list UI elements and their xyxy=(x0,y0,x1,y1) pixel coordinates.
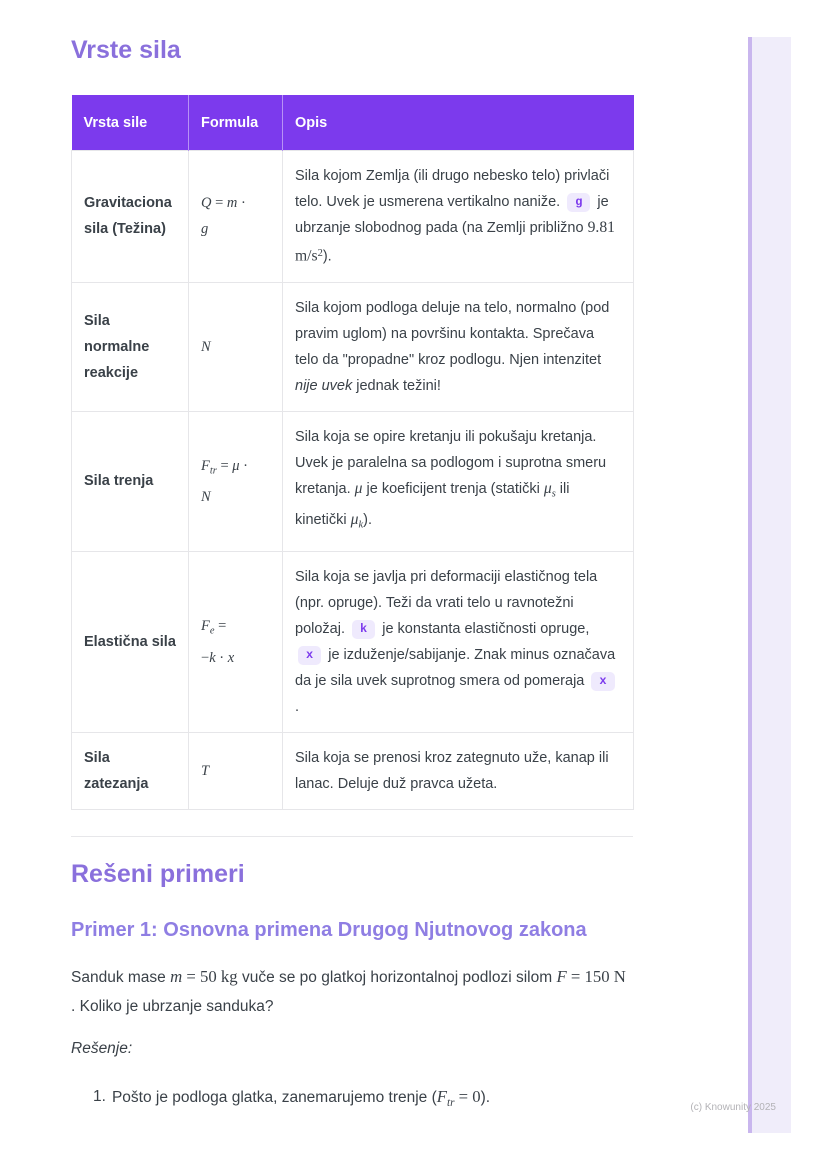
forces-table xyxy=(71,95,634,810)
description-cell xyxy=(283,151,634,283)
page-edge-line xyxy=(748,37,752,1133)
column-header-opis: Opis xyxy=(283,95,634,151)
text-segment: . xyxy=(295,698,300,715)
math-subscript: e xyxy=(209,625,215,637)
formula-cell xyxy=(189,411,283,551)
text-segment: ). xyxy=(322,248,332,265)
table-row-elasticna xyxy=(72,551,634,732)
text-segment: Sila kojom podloga deluje na telo, normalno (pod pravim uglom) na površinu kontakta. Sprečava telo da "propadne" kroz podlogu. Njen intenzitet xyxy=(295,299,610,368)
code-chip: g xyxy=(567,193,590,212)
math-variable: N xyxy=(201,489,211,506)
code-chip: x xyxy=(591,672,614,691)
math-subscript: s xyxy=(551,488,556,500)
text-segment: je ubrzanje slobodnog pada (na Zemlji približno xyxy=(295,194,609,236)
math-variable: k xyxy=(209,649,216,666)
math-variable: g xyxy=(201,221,209,238)
text-segment: Sila koja se javlja pri deformaciji elastičnog tela (npr. opruge). Teži da vrati telo u ravnotežni položaj. xyxy=(295,568,598,637)
math-segment: = 0 xyxy=(454,1086,481,1106)
text-segment: Sila koja se opire kretanju ili pokušaju kretanja. Uvek je paralelna sa podlogom i suprotna smeru kretanja. xyxy=(295,428,607,497)
code-chip: k xyxy=(352,620,375,639)
math-variable: N xyxy=(201,338,211,355)
text-segment: ). xyxy=(480,1088,491,1106)
math-segment: · xyxy=(239,457,249,474)
force-name-cell: Sila trenja xyxy=(72,411,189,551)
math-variable: m xyxy=(170,966,183,986)
table-row-trenje xyxy=(72,411,634,551)
table-row-normalna xyxy=(72,282,634,411)
math-segment: · xyxy=(215,649,228,666)
code-chip: x xyxy=(298,646,321,665)
math-segment: − xyxy=(201,649,210,666)
section-heading: Rešeni primeri xyxy=(71,859,245,888)
math-segment: · xyxy=(237,195,246,212)
formula-cell xyxy=(189,282,283,411)
text-segment: . Koliko je ubrzanje sanduka? xyxy=(71,997,274,1015)
math-segment: = 150 N xyxy=(566,966,626,986)
column-header-formula: Formula xyxy=(189,95,283,151)
math-subscript: tr xyxy=(447,1096,455,1109)
page-edge-panel xyxy=(752,37,791,1133)
table-row-zatezanje xyxy=(72,732,634,809)
math-variable: μ xyxy=(350,511,359,529)
description-cell xyxy=(283,551,634,732)
math-segment: = xyxy=(216,457,233,474)
formula-cell xyxy=(189,732,283,809)
force-name-cell: Elastična sila xyxy=(72,551,189,732)
example-heading: Primer 1: Osnovna primena Drugog Njutnovog zakona xyxy=(71,918,587,941)
description-cell xyxy=(283,411,634,551)
solution-label: Rešenje: xyxy=(71,1039,133,1057)
force-name-cell: Sila normalne reakcije xyxy=(72,282,189,411)
section-divider xyxy=(71,836,633,837)
problem-text xyxy=(71,962,633,1021)
text-segment: ). xyxy=(363,512,372,529)
math-variable: μ xyxy=(543,479,552,497)
text-segment: je koeficijent trenja (statički xyxy=(362,480,544,497)
text-segment: Sanduk mase xyxy=(71,968,171,986)
math-variable: m xyxy=(226,195,238,212)
step-number: 1. xyxy=(93,1087,106,1105)
solution-steps xyxy=(71,1084,633,1116)
math-variable: x xyxy=(227,649,235,666)
text-segment: vuče se po glatkoj horizontalnoj podlozi silom xyxy=(237,968,557,986)
step-text xyxy=(112,1084,490,1116)
text-segment: Sila kojom Zemlja (ili drugo nebesko telo) privlači telo. Uvek je usmerena vertikalno naniže. xyxy=(295,168,610,210)
formula-cell xyxy=(189,151,283,283)
text-segment: je konstanta elastičnosti opruge, xyxy=(378,620,590,637)
copyright-text: (c) Knowunity 2025 xyxy=(690,1102,776,1113)
force-name-cell: Gravitaciona sila (Težina) xyxy=(72,151,189,283)
math-variable: F xyxy=(556,966,567,986)
table-row-gravitaciona xyxy=(72,151,634,283)
math-subscript: k xyxy=(358,519,364,531)
math-segment: 9.81 m/s xyxy=(295,219,615,265)
italic-segment: nije uvek xyxy=(295,377,353,394)
math-variable: F xyxy=(436,1086,447,1106)
table-header-row xyxy=(72,95,634,151)
step-item xyxy=(93,1084,633,1116)
math-superscript: 2 xyxy=(317,248,323,259)
text-segment: Pošto je podloga glatka, zanemarujemo trenje ( xyxy=(111,1088,437,1106)
text-segment: ili kinetički xyxy=(295,480,570,529)
formula-cell xyxy=(189,551,283,732)
text-segment: jednak težini! xyxy=(352,377,441,394)
description-cell xyxy=(283,732,634,809)
math-variable: T xyxy=(201,762,210,779)
page-content xyxy=(71,0,633,1116)
text-segment: je izduženje/sabijanje. Znak minus označava da je sila uvek suprotnog smera od pomeraja xyxy=(295,646,616,689)
force-name-cell: Sila zatezanja xyxy=(72,732,189,809)
page-title: Vrste sila xyxy=(71,36,181,64)
math-segment: = xyxy=(214,618,227,635)
math-variable: F xyxy=(201,457,210,474)
math-variable: μ xyxy=(232,457,240,474)
column-header-vrsta-sile: Vrsta sile xyxy=(72,95,189,151)
math-variable: F xyxy=(201,618,210,635)
math-segment: = 50 kg xyxy=(182,966,238,986)
description-cell xyxy=(283,282,634,411)
math-variable: Q xyxy=(201,195,212,212)
math-segment: = xyxy=(211,195,227,212)
text-segment: Sila koja se prenosi kroz zategnuto uže, kanap ili lanac. Deluje duž pravca užeta. xyxy=(295,749,609,792)
math-subscript: tr xyxy=(209,465,217,477)
math-variable: μ xyxy=(354,479,363,497)
